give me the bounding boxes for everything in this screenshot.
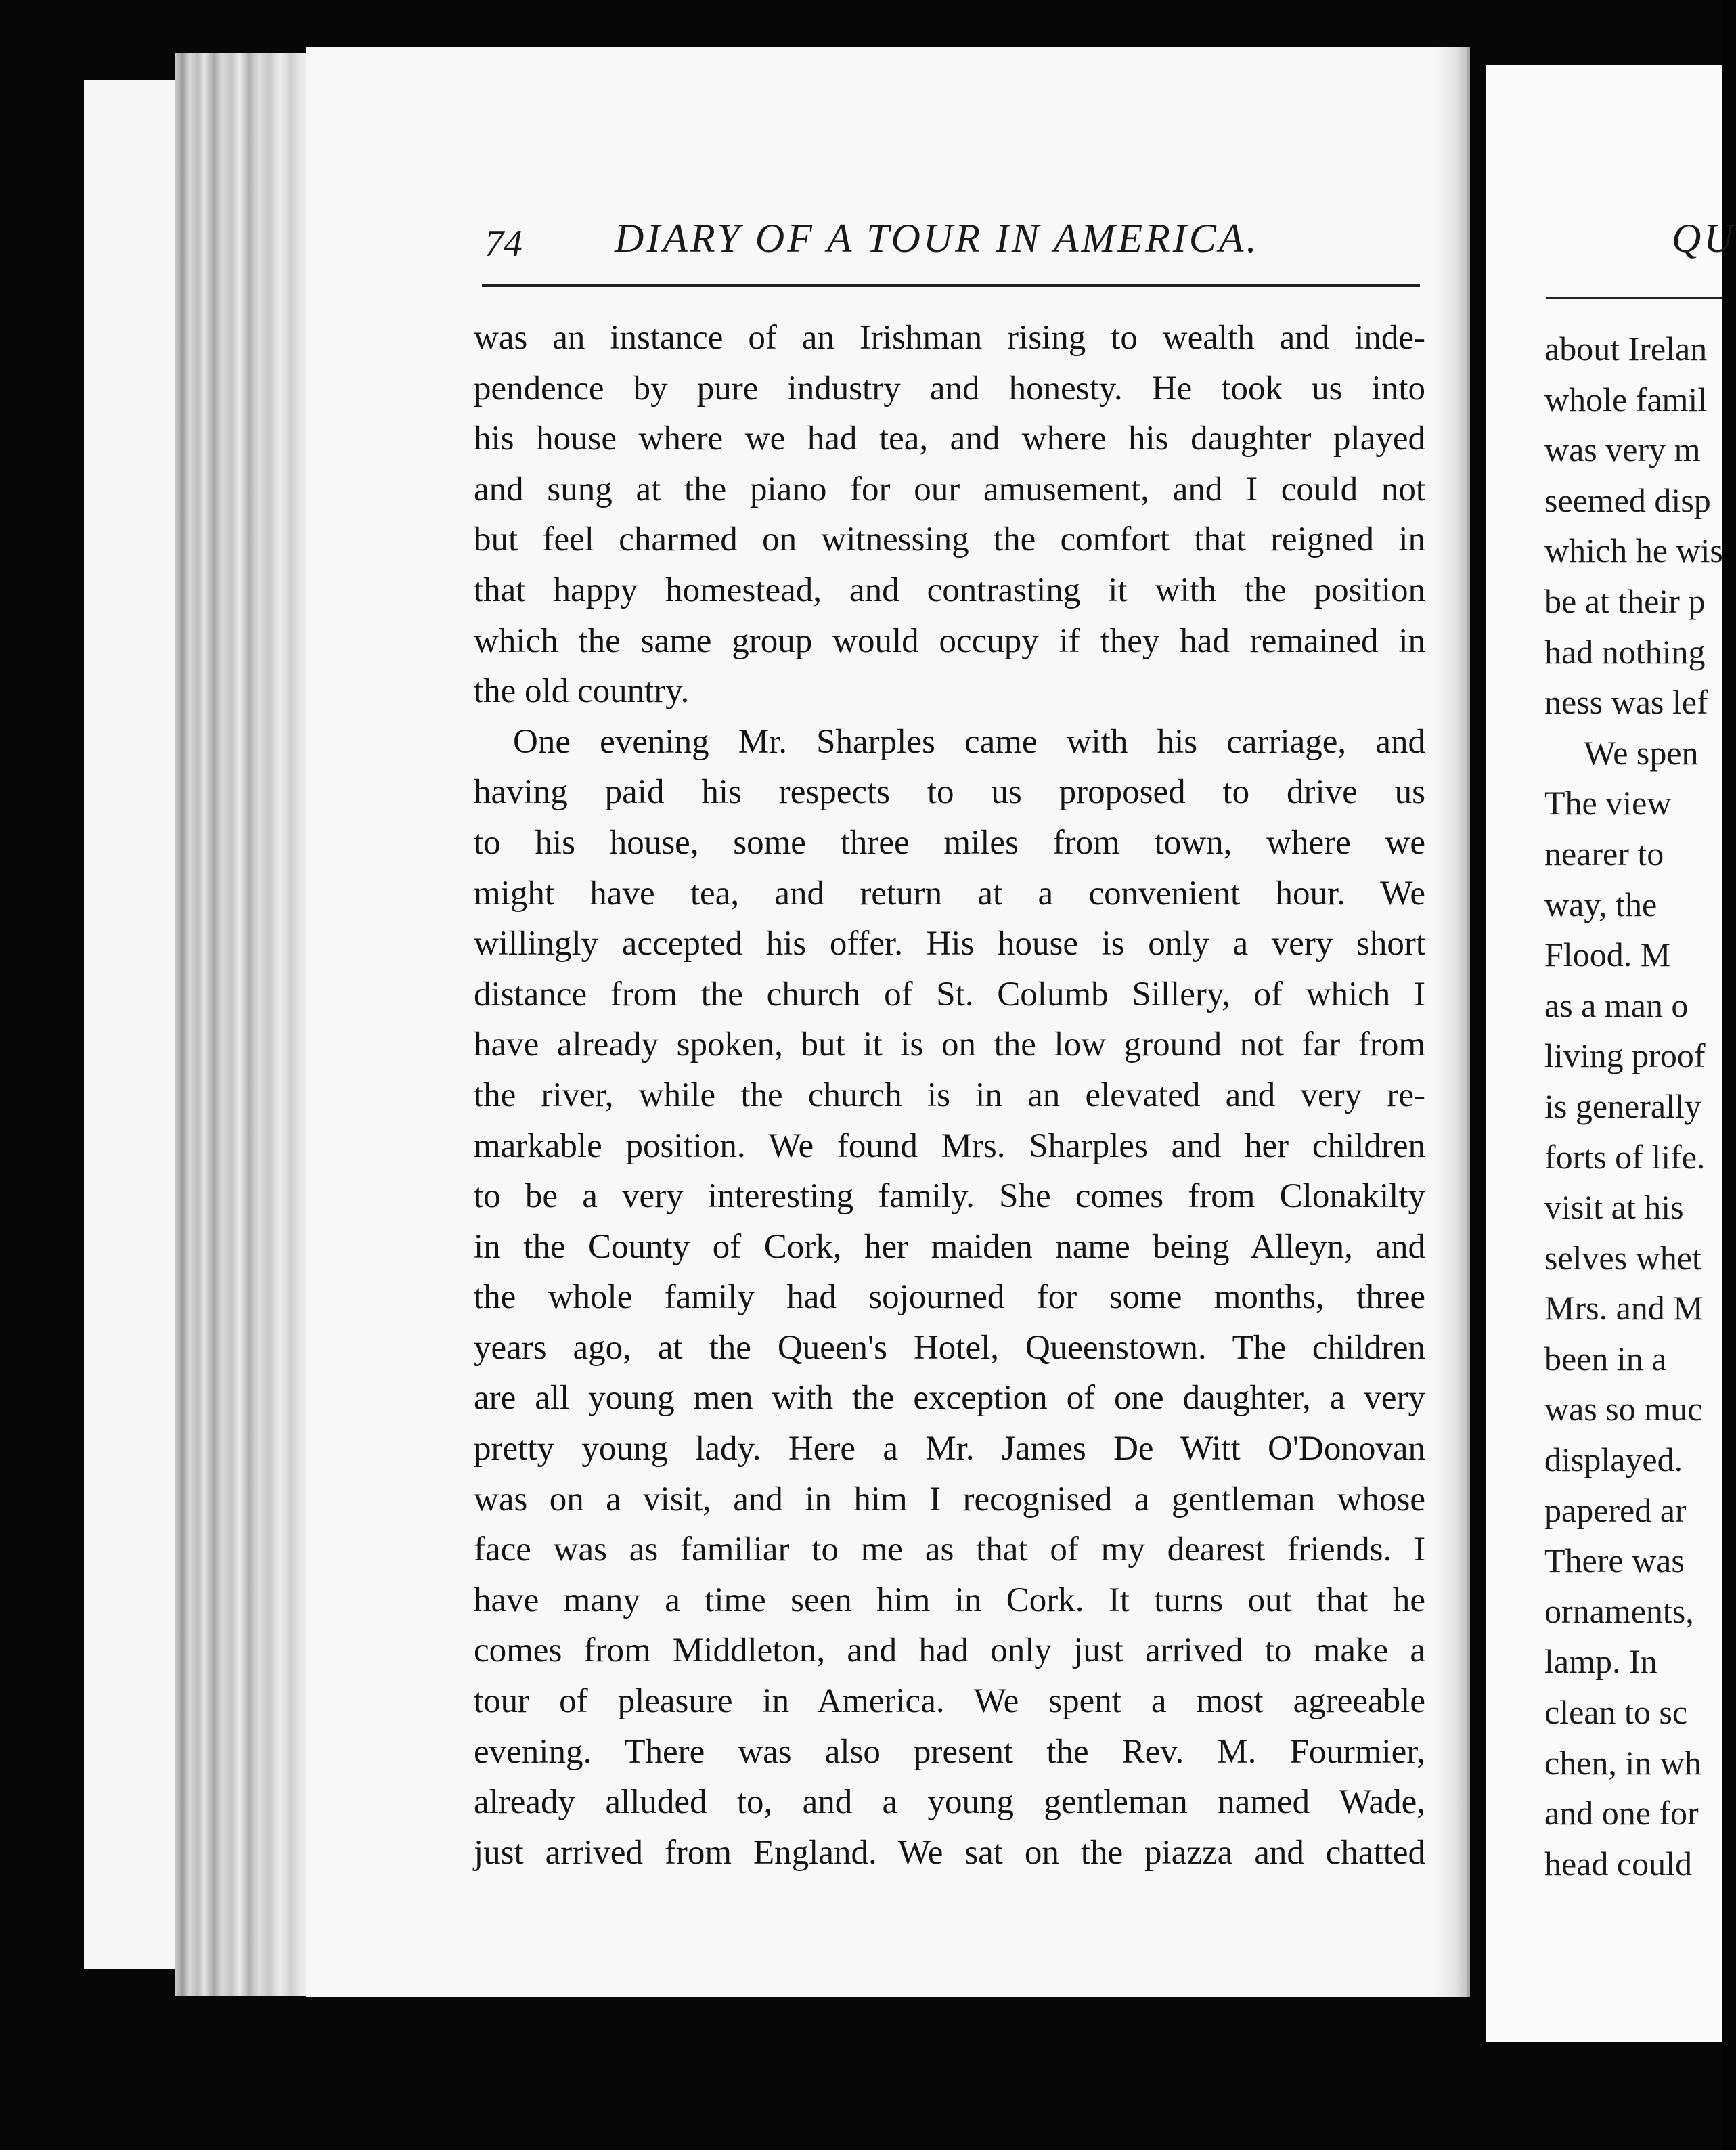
text-line: pendence by pure industry and honesty. He took us into (474, 369, 1425, 408)
text-line: to be a very interesting family. She comes from Clonakilty (474, 1177, 1425, 1216)
text-line: to his house, some three miles from town, where we (474, 823, 1425, 862)
text-line: distance from the church of St. Columb Sillery, of which I (474, 975, 1425, 1013)
text-line: the river, while the church is in an elevated and very re- (474, 1076, 1425, 1114)
text-line: that happy homestead, and contrasting it with the position (474, 571, 1425, 609)
text-line: face was as familiar to me as that of my dearest friends. I (474, 1531, 1425, 1569)
facing-text-line: selves whet (1544, 1238, 1701, 1277)
text-line: his house where we had tea, and where his daughter played (474, 420, 1425, 458)
facing-text-line: Mrs. and M (1544, 1289, 1704, 1328)
left-mat (84, 80, 185, 1969)
text-line: the old country. (474, 672, 690, 711)
text-line: willingly accepted his offer. His house is only a very short (474, 925, 1425, 963)
facing-text-line: ornaments, (1544, 1592, 1694, 1630)
facing-page-text (1544, 324, 1722, 1889)
text-line: having paid his respects to us proposed to drive us (474, 773, 1425, 812)
text-line: might have tea, and return at a convenient hour. We (474, 874, 1425, 913)
text-line: in the County of Cork, her maiden name being Alleyn, and (474, 1227, 1425, 1266)
text-line: tour of pleasure in America. We spent a most agreeable (474, 1682, 1425, 1721)
text-line: have many a time seen him in Cork. It turns out that he (474, 1581, 1425, 1619)
text-line: the whole family had sojourned for some months, three (474, 1278, 1425, 1317)
facing-text-line: visit at his (1544, 1188, 1684, 1227)
text-line: are all young men with the exception of one daughter, a very (474, 1379, 1425, 1418)
facing-text-line: We spen (1584, 733, 1699, 772)
text-line: was on a visit, and in him I recognised a gentleman whose (474, 1480, 1425, 1518)
facing-text-line: and one for (1544, 1794, 1699, 1833)
facing-text-line: nearer to (1544, 834, 1664, 873)
text-line: One evening Mr. Sharples came with his carriage, and (513, 722, 1425, 761)
running-head: DIARY OF A TOUR IN AMERICA. (615, 216, 1260, 261)
facing-text-line: be at their p (1544, 582, 1706, 620)
facing-running-head: QU (1672, 216, 1736, 261)
text-line: just arrived from England. We sat on the piazza and chatted (474, 1833, 1425, 1872)
header-rule (482, 284, 1420, 287)
facing-text-line: ness was lef (1544, 683, 1708, 722)
facing-text-line: papered ar (1544, 1491, 1687, 1529)
text-line: markable position. We found Mrs. Sharples and her children (474, 1126, 1425, 1165)
book-page-edges (175, 53, 310, 1996)
facing-text-line: lamp. In (1544, 1642, 1657, 1681)
facing-text-line: living proof (1544, 1036, 1706, 1075)
facing-text-line: clean to sc (1544, 1693, 1688, 1732)
text-line: years ago, at the Queen's Hotel, Queenstown. The children (474, 1328, 1425, 1367)
facing-text-line: been in a (1544, 1339, 1667, 1378)
text-line: and sung at the piano for our amusement, and I could not (474, 470, 1425, 508)
facing-text-line: Flood. M (1544, 936, 1671, 974)
facing-text-line: seemed disp (1544, 481, 1711, 519)
facing-text-line: head could (1544, 1844, 1692, 1883)
facing-text-line: chen, in wh (1544, 1743, 1701, 1782)
facing-text-line: was very m (1544, 431, 1701, 469)
text-line: comes from Middleton, and had only just arrived to make a (474, 1631, 1425, 1670)
facing-text-line: is generally (1544, 1087, 1701, 1125)
facing-text-line: had nothing (1544, 632, 1706, 671)
facing-text-line: forts of life. (1544, 1137, 1706, 1176)
facing-text-line: was so muc (1544, 1390, 1703, 1428)
text-line: already alluded to, and a young gentleman named Wade, (474, 1783, 1425, 1822)
facing-text-line: about Irelan (1544, 330, 1708, 368)
facing-header-rule (1546, 297, 1722, 299)
page-gutter-shadow (1433, 47, 1470, 1997)
text-line: was an instance of an Irishman rising to wealth and inde- (474, 319, 1425, 357)
text-line: which the same group would occupy if they had remained in (474, 621, 1425, 660)
text-line: pretty young lady. Here a Mr. James De Witt O'Donovan (474, 1430, 1425, 1468)
page-number: 74 (485, 223, 522, 265)
text-line: have already spoken, but it is on the low ground not far from (474, 1026, 1425, 1064)
facing-text-line: There was (1544, 1541, 1685, 1580)
text-line: evening. There was also present the Rev. M. Fourmier, (474, 1732, 1425, 1771)
facing-text-line: way, the (1544, 885, 1657, 923)
facing-text-line: The view (1544, 784, 1672, 822)
text-line: but feel charmed on witnessing the comfort that reigned in (474, 521, 1425, 559)
facing-text-line: whole famil (1544, 380, 1708, 418)
page-body-text (474, 313, 1425, 1878)
facing-text-line: displayed. (1544, 1441, 1683, 1479)
facing-text-line: which he wis (1544, 531, 1723, 570)
facing-text-line: as a man o (1544, 986, 1689, 1024)
